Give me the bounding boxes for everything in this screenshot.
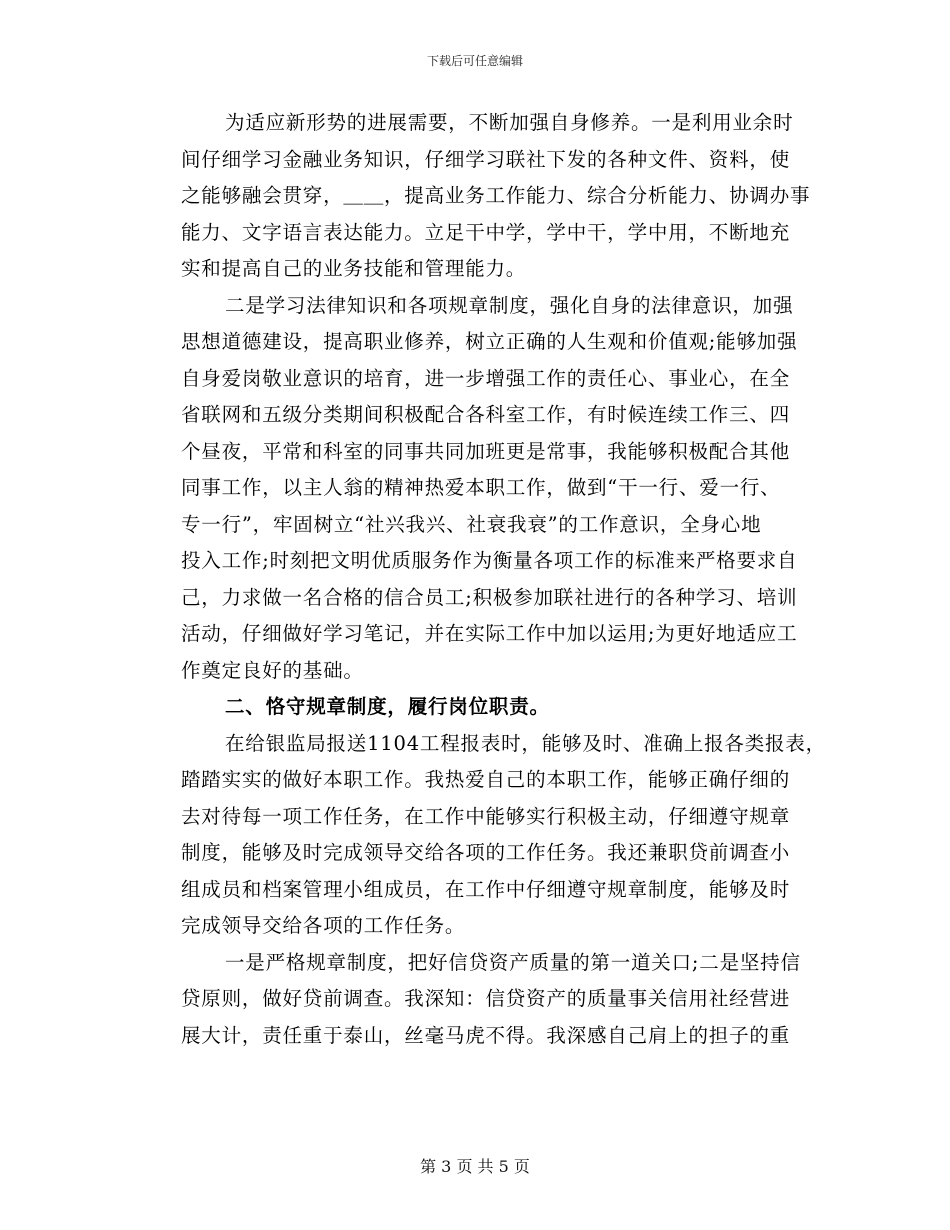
text-line: 专一行”，牢固树立“社兴我兴、社衰我衰”的工作意识，全身心地 bbox=[181, 512, 762, 536]
document-body bbox=[142, 105, 826, 1054]
text-line: 一是严格规章制度，把好信贷资产质量的第一道关口;二是坚持信 bbox=[225, 950, 801, 974]
text-line: 思想道德建设，提高职业修养，树立正确的人生观和价值观;能够加强 bbox=[181, 330, 798, 353]
text-line: 作奠定良好的基础。 bbox=[181, 658, 364, 682]
text-line: 在给银监局报送1104工程报表时，能够及时、准确上报各类报表， bbox=[225, 731, 826, 755]
text-line: 完成领导交给各项的工作任务。 bbox=[181, 914, 466, 937]
text-line: 踏踏实实的做好本职工作。我热爱自己的本职工作，能够正确仔细的 bbox=[181, 768, 791, 791]
text-line: 之能够融会贯穿，＿＿，提高业务工作能力、综合分析能力、协调办事 bbox=[181, 184, 811, 207]
text-line: 展大计，责任重于泰山，丝毫马虎不得。我深感自己肩上的担子的重 bbox=[181, 1023, 791, 1047]
paragraph-self-improvement bbox=[142, 105, 812, 288]
text-line: 贷原则，做好贷前调查。我深知：信贷资产的质量事关信用社经营进 bbox=[181, 987, 791, 1010]
heading-line: 二、恪守规章制度，履行岗位职责。 bbox=[225, 695, 550, 718]
page-header: 下载后可任意编辑 bbox=[426, 54, 523, 68]
text-line: 自身爱岗敬业意识的培育，进一步增强工作的责任心、事业心，在全 bbox=[181, 366, 791, 390]
section-heading bbox=[142, 689, 812, 726]
paragraph-legal-study bbox=[142, 288, 812, 690]
text-line: 为适应新形势的进展需要，不断加强自身修养。一是利用业余时 bbox=[225, 111, 794, 134]
text-line: 组成员和档案管理小组成员，在工作中仔细遵守规章制度，能够及时 bbox=[181, 877, 791, 901]
text-line: 二是学习法律知识和各项规章制度，强化自身的法律意识，加强 bbox=[225, 293, 794, 317]
text-line: 去对待每一项工作任务，在工作中能够实行积极主动，仔细遵守规章 bbox=[181, 804, 791, 828]
text-line: 间仔细学习金融业务知识，仔细学习联社下发的各种文件、资料，使 bbox=[181, 147, 791, 171]
text-line: 投入工作;时刻把文明优质服务作为衡量各项工作的标准来严格要求自 bbox=[181, 549, 798, 572]
text-line: 个昼夜，平常和科室的同事共同加班更是常事，我能够积极配合其他 bbox=[181, 439, 791, 463]
text-line: 省联网和五级分类期间积极配合各科室工作，有时候连续工作三、四 bbox=[181, 403, 791, 426]
text-line: 己，力求做一名合格的信合员工;积极参加联社进行的各种学习、培训 bbox=[181, 585, 798, 609]
text-line: 实和提高自己的业务技能和管理能力。 bbox=[181, 257, 527, 280]
text-line: 制度，能够及时完成领导交给各项的工作任务。我还兼职贷前调查小 bbox=[181, 841, 791, 864]
page-number: 第 3 页 共 5 页 bbox=[420, 1157, 530, 1176]
paragraph-report-duties bbox=[142, 726, 826, 945]
text-line: 能力、文字语言表达能力。立足干中学，学中干，学中用，不断地充 bbox=[181, 220, 791, 244]
paragraph-credit-rules bbox=[142, 945, 812, 1055]
text-line: 活动，仔细做好学习笔记，并在实际工作中加以运用;为更好地适应工 bbox=[181, 622, 798, 645]
text-line: 同事工作，以主人翁的精神热爱本职工作，做到“干一行、爱一行、 bbox=[181, 476, 781, 499]
